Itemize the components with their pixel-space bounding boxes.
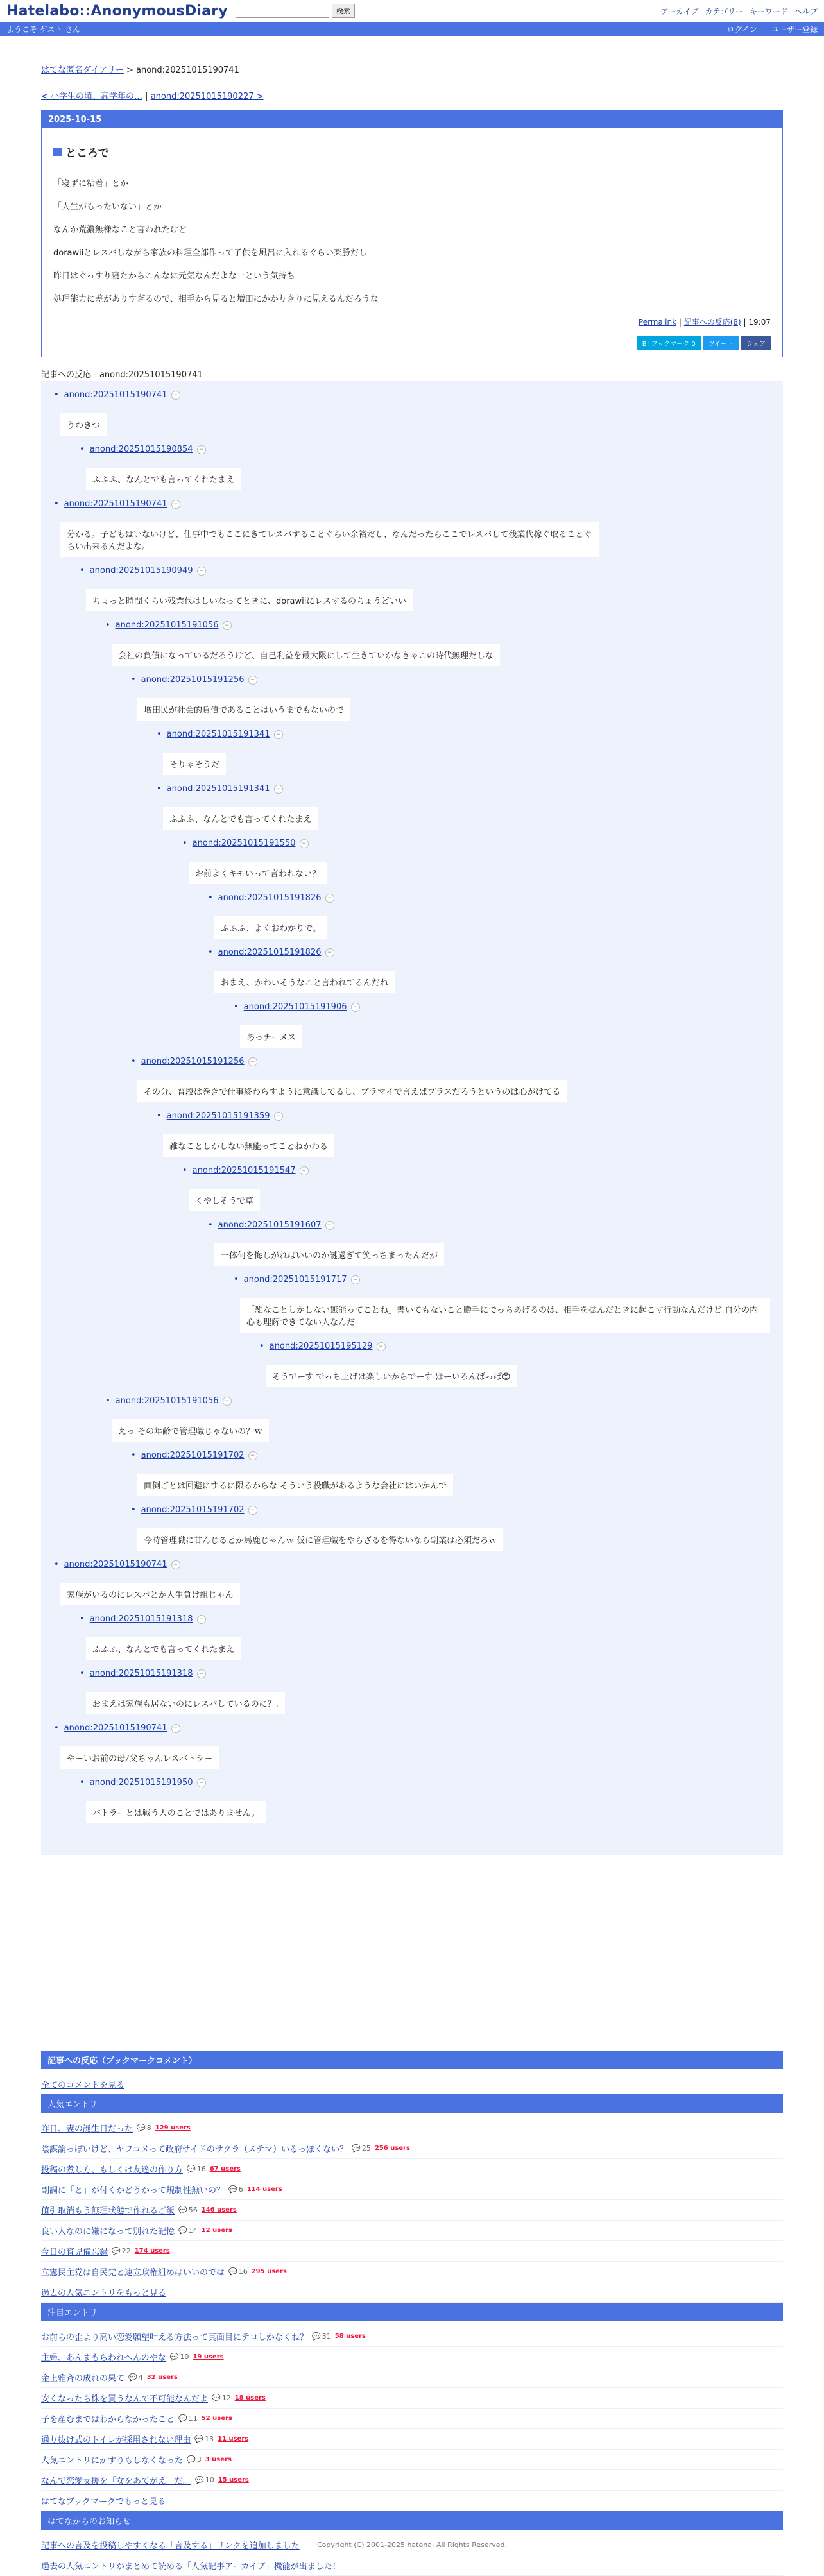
reaction-text: 会社の負債になっているだろうけど、自己利益を最大限にして生きていかなきゃこの時代無理だしな xyxy=(112,644,500,666)
bookmark-users-badge[interactable]: 52 users xyxy=(201,2415,232,2422)
popular-list xyxy=(41,2118,783,2282)
entry-row xyxy=(41,2409,783,2429)
reaction-text: ふふふ、なんとでも言ってくれたまえ xyxy=(163,807,318,830)
reaction-link[interactable]: • anond:20251015191256 xyxy=(141,1057,245,1066)
entry-row xyxy=(41,2470,783,2491)
collapse-icon[interactable]: − xyxy=(171,500,180,509)
reaction-item xyxy=(54,1723,770,1771)
share-buttons xyxy=(637,336,771,350)
reaction-link[interactable]: • anond:20251015190949 xyxy=(89,566,193,576)
reaction-item xyxy=(54,1560,770,1608)
collapse-icon[interactable]: − xyxy=(377,1342,386,1351)
popular-section xyxy=(41,2094,783,2303)
notable-more-link[interactable]: はてなブックマークでもっと見る xyxy=(41,2497,166,2507)
reaction-item xyxy=(131,1505,770,1553)
comment-count-icon: 💬 16 xyxy=(187,2165,206,2173)
reaction-item xyxy=(208,948,770,996)
collapse-icon[interactable]: − xyxy=(274,785,283,794)
reaction-header xyxy=(80,566,770,576)
reaction-header xyxy=(80,1778,770,1787)
entry-row xyxy=(41,2118,783,2138)
collapse-icon[interactable]: − xyxy=(248,1506,257,1515)
facebook-share-button[interactable]: シェア xyxy=(741,336,771,350)
bookmark-users-badge[interactable]: 11 users xyxy=(218,2435,249,2443)
reaction-header xyxy=(80,445,770,454)
news-item[interactable]: 記事への言及を投稿しやすくなる「言及する」リンクを追加しました xyxy=(41,2541,300,2551)
popular-more-link[interactable]: 過去の人気エントリをもっと見る xyxy=(41,2289,167,2298)
entry-row xyxy=(41,2179,783,2200)
bookmark-section xyxy=(41,2051,783,2094)
footer: Copyright (C) 2001-2025 hatena. All Rights Reserved. xyxy=(317,2541,507,2549)
entry-row xyxy=(41,2367,783,2388)
comment-count-icon: 💬 13 xyxy=(194,2435,214,2443)
permalink[interactable]: Permalink xyxy=(638,318,677,327)
reaction-item xyxy=(54,390,770,438)
reaction-text: やーいお前の母ﾉ父ちゃんレスバトラー xyxy=(60,1746,219,1769)
welcome-text: ようこそ ゲスト さん xyxy=(6,24,81,34)
collapse-icon[interactable]: − xyxy=(325,894,334,903)
comment-count-icon: 💬 31 xyxy=(312,2332,331,2341)
reaction-item xyxy=(105,1396,770,1444)
entry-row xyxy=(41,2200,783,2221)
reaction-header xyxy=(80,1614,770,1624)
tweet-button[interactable]: ツイート xyxy=(703,336,739,350)
bookmark-users-badge[interactable]: 19 users xyxy=(193,2353,224,2360)
entry-row xyxy=(41,2450,783,2470)
reaction-header xyxy=(105,1396,770,1406)
reaction-header xyxy=(105,620,770,630)
keyword-link[interactable]: キーワード xyxy=(749,6,788,16)
collapse-icon[interactable]: − xyxy=(197,445,206,454)
news-title: はてなからのお知らせ xyxy=(41,2511,783,2530)
title-square-icon xyxy=(53,148,62,156)
bookmark-users-badge[interactable]: 146 users xyxy=(201,2206,237,2213)
article-body xyxy=(53,176,771,304)
bookmark-users-badge[interactable]: 114 users xyxy=(246,2186,282,2193)
reaction-header xyxy=(182,1166,770,1175)
top-links xyxy=(661,6,818,17)
reaction-text: 一体何を悔しがればいいのか謎過ぎて笑っちまったんだが xyxy=(214,1243,444,1266)
reaction-text: その分、普段は巻きで仕事終わらすように意識してるし、プラマイで言えばプラスだろうというのは心がけてる xyxy=(137,1080,567,1102)
entry-link[interactable]: 立憲民主党は自民党と連立政権組めばいいのでは xyxy=(41,2268,225,2278)
breadcrumb-separator: > xyxy=(126,65,137,75)
entry-row xyxy=(41,2347,783,2367)
reaction-text: 増田民が社会的負債であることはいうまでもないので xyxy=(137,698,350,721)
reaction-item xyxy=(54,499,770,559)
reaction-text: そうでーす でっち上げは楽しいからでーす ほーいろんばっぱ😊 xyxy=(266,1365,517,1387)
reaction-header xyxy=(54,1723,770,1733)
reaction-item xyxy=(80,566,770,614)
comment-count-icon: 💬 3 xyxy=(187,2455,202,2464)
reaction-item xyxy=(80,445,770,493)
entry-link[interactable]: 子を産むまではわからなかったこと xyxy=(41,2415,175,2425)
entry-row xyxy=(41,2241,783,2262)
collapse-icon[interactable]: − xyxy=(171,1560,180,1569)
reaction-item xyxy=(80,1614,770,1662)
reaction-text: そりゃそうだ xyxy=(163,753,226,775)
article-line: 昨日はぐっすり寝たからこんなに元気なんだよな一という気持ち xyxy=(53,271,295,281)
search-input[interactable] xyxy=(236,4,329,18)
article-line: doraw​iiとレスバしながら家族の料理全部作って子供を風呂に入れるぐらい楽勝だし xyxy=(53,248,367,258)
bookmark-users-badge[interactable]: 295 users xyxy=(251,2268,287,2275)
entry-row xyxy=(41,2388,783,2409)
entry-link[interactable]: 今日の育児備忘録 xyxy=(41,2248,108,2257)
reaction-text: うわきつ xyxy=(60,413,107,436)
comment-count-icon: 💬 11 xyxy=(178,2414,198,2423)
reaction-link[interactable]: • anond:20251015191359 xyxy=(166,1111,270,1121)
entry-link[interactable]: 安くなったら株を買うなんて不可能なんだよ xyxy=(41,2394,209,2404)
reaction-header xyxy=(157,784,770,794)
comment-count-icon: 💬 22 xyxy=(112,2247,131,2255)
reaction-text: お前よくキモいって言われない？ xyxy=(189,862,327,884)
article-line: なんか荒濃無様なこと言われたけど xyxy=(53,225,187,235)
bookmark-users-badge[interactable]: 58 users xyxy=(334,2333,366,2340)
article xyxy=(41,110,783,357)
register-link[interactable]: ユーザー登録 xyxy=(771,24,818,34)
top-bar xyxy=(0,0,824,22)
reaction-header xyxy=(234,1275,770,1284)
reaction-link[interactable]: • anond:20251015191550 xyxy=(192,839,296,848)
next-entry-link[interactable]: anond:20251015190227 > xyxy=(150,92,264,101)
entry-row xyxy=(41,2326,783,2347)
reaction-header xyxy=(157,729,770,739)
article-date: 2025-10-15 xyxy=(42,111,782,128)
reaction-item xyxy=(80,1669,770,1717)
reaction-link[interactable]: • anond:20251015191318 xyxy=(89,1614,193,1624)
collapse-icon[interactable]: − xyxy=(274,730,283,739)
reactions-title: 記事への反応 - anond:20251015190741 xyxy=(41,370,203,380)
reaction-header xyxy=(131,1451,770,1460)
reaction-link[interactable]: 記事への反応(8) xyxy=(683,318,741,327)
entry-link[interactable]: 副調に「と」が付くかどうかって規制性無いの？ xyxy=(41,2186,225,2196)
notable-title: 注目エントリ xyxy=(41,2303,783,2321)
entry-link[interactable]: 良い人なのに嫌になって別れた記憶 xyxy=(41,2227,175,2237)
article-line: 処理能力に差がありすぎるので、相手から見ると増田にかかりきりに見えるんだろうな xyxy=(53,294,379,304)
collapse-icon[interactable]: − xyxy=(300,839,309,848)
reaction-header xyxy=(208,948,770,957)
collapse-icon[interactable]: − xyxy=(197,1615,206,1624)
popular-title: 人気エントリ xyxy=(41,2094,783,2113)
reaction-item xyxy=(105,620,770,669)
reaction-text: ふふふ、なんとでも言ってくれたまえ xyxy=(86,468,241,490)
comment-count-icon: 💬 8 xyxy=(137,2124,151,2132)
entry-link[interactable]: 主婦、あんまもらわれへんのやな xyxy=(41,2353,166,2363)
reaction-header xyxy=(54,499,770,509)
reaction-text: バトラーとは戦う人のことではありません。 xyxy=(86,1801,266,1823)
collapse-icon[interactable]: − xyxy=(197,1669,206,1678)
reaction-link[interactable]: • anond:20251015191256 xyxy=(141,675,245,685)
comment-count-icon: 💬 10 xyxy=(195,2476,214,2484)
reaction-text: おまえは家族も居ないのにレスバしているのに？. xyxy=(86,1692,285,1714)
bookmark-users-badge[interactable]: 15 users xyxy=(218,2477,249,2484)
reaction-header xyxy=(182,839,770,848)
reaction-text: 雑なことしかしない無能ってことねかわる xyxy=(163,1134,334,1157)
main-content xyxy=(41,63,783,2576)
reaction-link[interactable]: • anond:20251015191826 xyxy=(218,948,322,957)
reaction-text: 分かる。子どもはいないけど、仕事中でもここにきてレスバすることぐらい余裕だし、なんだったらここでレスバして残業代稼ぐ取ることぐらい出来るんだよな。 xyxy=(60,522,599,557)
breadcrumb xyxy=(41,63,783,75)
breadcrumb-current: anond:20251015190741 xyxy=(136,65,239,75)
entry-row xyxy=(41,2221,783,2241)
reaction-item xyxy=(234,1275,770,1335)
user-bar xyxy=(0,22,824,36)
reaction-link[interactable]: • anond:20251015190741 xyxy=(64,390,167,400)
collapse-icon[interactable]: − xyxy=(274,1112,283,1121)
comment-count-icon: 💬 25 xyxy=(352,2144,371,2153)
reaction-header xyxy=(259,1342,770,1351)
category-link[interactable]: カテゴリー xyxy=(705,6,743,16)
reaction-header xyxy=(208,1220,770,1230)
collapse-icon[interactable]: − xyxy=(223,621,232,630)
comment-count-icon: 💬 12 xyxy=(212,2394,231,2402)
reaction-link[interactable]: • anond:20251015191607 xyxy=(218,1220,322,1230)
reaction-link[interactable]: • anond:20251015191906 xyxy=(243,1002,347,1012)
reaction-item xyxy=(259,1342,770,1390)
bookmark-users-badge[interactable]: 174 users xyxy=(134,2248,170,2255)
collapse-icon[interactable]: − xyxy=(248,676,257,685)
reaction-item xyxy=(157,729,770,778)
comment-count-icon: 💬 6 xyxy=(228,2185,243,2194)
reaction-link[interactable]: • anond:20251015191056 xyxy=(115,620,219,630)
bookmark-users-badge[interactable]: 18 users xyxy=(234,2394,266,2401)
reaction-header xyxy=(131,1057,770,1066)
collapse-icon[interactable]: − xyxy=(325,948,334,957)
reaction-text: えっ その年齢で管理職じゃないの？ｗ xyxy=(112,1419,269,1442)
collapse-icon[interactable]: − xyxy=(248,1057,257,1066)
reaction-link[interactable]: • anond:20251015195129 xyxy=(269,1342,373,1351)
reaction-link[interactable]: • anond:20251015190741 xyxy=(64,1723,167,1733)
help-link[interactable]: ヘルプ xyxy=(794,6,818,16)
collapse-icon[interactable]: − xyxy=(351,1003,360,1012)
hatena-bookmark-button[interactable]: B! ブックマーク 0 xyxy=(637,336,701,350)
collapse-icon[interactable]: − xyxy=(171,1724,180,1733)
bookmark-section-title: 記事への反応（ブックマークコメント） xyxy=(41,2051,783,2069)
collapse-icon[interactable]: − xyxy=(351,1275,360,1284)
reaction-link[interactable]: • anond:20251015191547 xyxy=(192,1166,296,1175)
entry-link[interactable]: 人気エントリにかすりもしなくなった xyxy=(41,2456,184,2466)
entry-link[interactable]: 値引取消もう無理状態で作れるご飯 xyxy=(41,2206,175,2216)
reaction-item xyxy=(131,675,770,723)
reaction-header xyxy=(208,893,770,903)
prev-entry-link[interactable]: < 小学生の頃、高学年の… xyxy=(41,92,143,101)
entry-link[interactable]: 通り抜け式のトイレが採用されない理由 xyxy=(41,2435,191,2445)
bookmark-users-badge[interactable]: 3 users xyxy=(205,2456,232,2463)
reaction-header xyxy=(131,1505,770,1515)
reaction-link[interactable]: • anond:20251015190741 xyxy=(64,1560,167,1569)
comment-count-icon: 💬 14 xyxy=(178,2226,198,2235)
reaction-text: ちょっと時間くらい残業代はしいなってときに、doraw​iiにレスするのちょうどいい xyxy=(86,589,413,611)
reaction-link[interactable]: • anond:20251015191826 xyxy=(218,893,322,903)
collapse-icon[interactable]: − xyxy=(171,391,180,400)
reaction-link[interactable]: • anond:20251015191318 xyxy=(89,1669,193,1678)
reaction-link[interactable]: • anond:20251015190854 xyxy=(89,445,193,454)
collapse-icon[interactable]: − xyxy=(325,1221,334,1230)
reaction-item xyxy=(157,784,770,832)
reaction-link[interactable]: • anond:20251015191341 xyxy=(166,784,270,794)
reaction-item xyxy=(208,893,770,941)
reaction-item xyxy=(80,1778,770,1826)
login-link[interactable]: ログイン xyxy=(726,24,757,34)
reaction-item xyxy=(182,839,770,887)
reaction-header xyxy=(54,390,770,400)
article-line: 「人生がもったいない」とか xyxy=(53,202,162,212)
collapse-icon[interactable]: − xyxy=(197,567,206,576)
archive-link[interactable]: アーカイブ xyxy=(660,6,699,16)
entry-row xyxy=(41,2138,783,2159)
reaction-text: くやしそうで草 xyxy=(189,1189,260,1211)
reaction-link[interactable]: • anond:20251015191702 xyxy=(141,1451,245,1460)
reaction-item xyxy=(131,1451,770,1499)
reaction-link[interactable]: • anond:20251015190741 xyxy=(64,499,167,509)
collapse-icon[interactable]: − xyxy=(223,1397,232,1406)
entry-link[interactable]: なんで恋愛支援を「女をあてがえ」だ。 xyxy=(41,2477,192,2486)
entry-link[interactable]: 昨日、妻の誕生日だった xyxy=(41,2124,133,2134)
breadcrumb-home[interactable]: はてな匿名ダイアリー xyxy=(41,65,124,75)
bookmark-users-badge[interactable]: 12 users xyxy=(201,2227,232,2234)
search-form xyxy=(236,4,355,18)
reaction-text: あっチーメス xyxy=(240,1025,302,1048)
article-meta: Permalink | 記事への反応(8) | 19:07 xyxy=(638,318,771,327)
reaction-link[interactable]: • anond:20251015191717 xyxy=(243,1275,347,1284)
entry-link[interactable]: 金上雅斉の成れの果て xyxy=(41,2374,125,2384)
entry-link[interactable]: 陰謀論っぽいけど、ヤフコメって政府サイドのサクラ（ステマ）いるっぽくない？ xyxy=(41,2145,348,2154)
article-time: 19:07 xyxy=(748,318,771,327)
reaction-text: 今時管理職に甘んじるとか馬鹿じゃんｗ 仮に管理職をやらざるを得ないなら副業は必須だろｗ xyxy=(137,1528,503,1551)
entry-row xyxy=(41,2262,783,2282)
bookmark-users-badge[interactable]: 67 users xyxy=(209,2165,241,2172)
comment-count-icon: 💬 16 xyxy=(228,2267,248,2276)
search-button[interactable]: 検索 xyxy=(332,4,355,18)
reaction-text: ふふふ、なんとでも言ってくれたまえ xyxy=(86,1637,241,1660)
reaction-text: おまえ、かわいそうなこと言われてるんだね xyxy=(214,971,395,993)
reaction-text: 面倒ごとは回避にするに限るからな そういう役職があるような会社にはいかんで xyxy=(137,1474,453,1496)
article-title xyxy=(53,144,771,160)
entry-nav: < 小学生の頃、高学年の… | anond:20251015190227 > xyxy=(41,92,264,101)
reaction-header xyxy=(80,1669,770,1678)
reaction-link[interactable]: • anond:20251015191341 xyxy=(166,729,270,739)
article-line: 「寝ずに粘着」とか xyxy=(53,179,129,189)
entry-link[interactable]: 投稿の煮し方、もしくは友達の作り方 xyxy=(41,2165,184,2175)
reaction-header xyxy=(157,1111,770,1121)
reaction-header xyxy=(234,1002,770,1012)
comment-count-icon: 💬 10 xyxy=(170,2353,189,2361)
article-title-text[interactable]: ところで xyxy=(65,147,109,160)
notable-list xyxy=(41,2326,783,2491)
reaction-tree xyxy=(41,381,783,1855)
collapse-icon[interactable]: − xyxy=(197,1778,206,1787)
reaction-link[interactable]: • anond:20251015191056 xyxy=(115,1396,219,1406)
site-logo[interactable]: Hatelabo::AnonymousDiary xyxy=(6,3,228,19)
reaction-item xyxy=(208,1220,770,1268)
reaction-item xyxy=(234,1002,770,1050)
collapse-icon[interactable]: − xyxy=(300,1166,309,1175)
bookmark-users-badge[interactable]: 32 users xyxy=(146,2374,178,2381)
reaction-link[interactable]: • anond:20251015191950 xyxy=(89,1778,193,1787)
reaction-header xyxy=(54,1560,770,1569)
reaction-link[interactable]: • anond:20251015191702 xyxy=(141,1505,245,1515)
reaction-text: 「雑なことしかしない無能ってことね」書いてもないこと勝手にでっちあげるのは、相手を拡んだときに起こす行動なんだけど 自分の内心も理解できてない人なんだ xyxy=(240,1298,770,1333)
news-item[interactable]: 過去の人気エントリがまとめて読める「人気記事アーカイブ」機能が出ました！ xyxy=(41,2562,341,2572)
reaction-item xyxy=(131,1057,770,1105)
entry-row xyxy=(41,2159,783,2179)
bookmark-users-badge[interactable]: 256 users xyxy=(374,2145,410,2152)
notable-section xyxy=(41,2303,783,2511)
collapse-icon[interactable]: − xyxy=(248,1451,257,1460)
all-comments-link[interactable]: 全てのコメントを見る xyxy=(41,2081,125,2090)
comment-count-icon: 💬 4 xyxy=(128,2373,143,2382)
reaction-item xyxy=(182,1166,770,1214)
bookmark-users-badge[interactable]: 129 users xyxy=(155,2124,191,2131)
entry-row xyxy=(41,2429,783,2450)
comment-count-icon: 💬 56 xyxy=(178,2206,198,2214)
reaction-text: ふふふ、よくおわかりで。 xyxy=(214,916,327,939)
reaction-header xyxy=(131,675,770,685)
reaction-item xyxy=(157,1111,770,1159)
entry-link[interactable]: お前らの歪より高い恋愛願望叶える方法って真面目にテロしかなくね？ xyxy=(41,2333,309,2342)
reaction-text: 家族がいるのにレスバとか人生負け組じゃん xyxy=(60,1583,240,1605)
